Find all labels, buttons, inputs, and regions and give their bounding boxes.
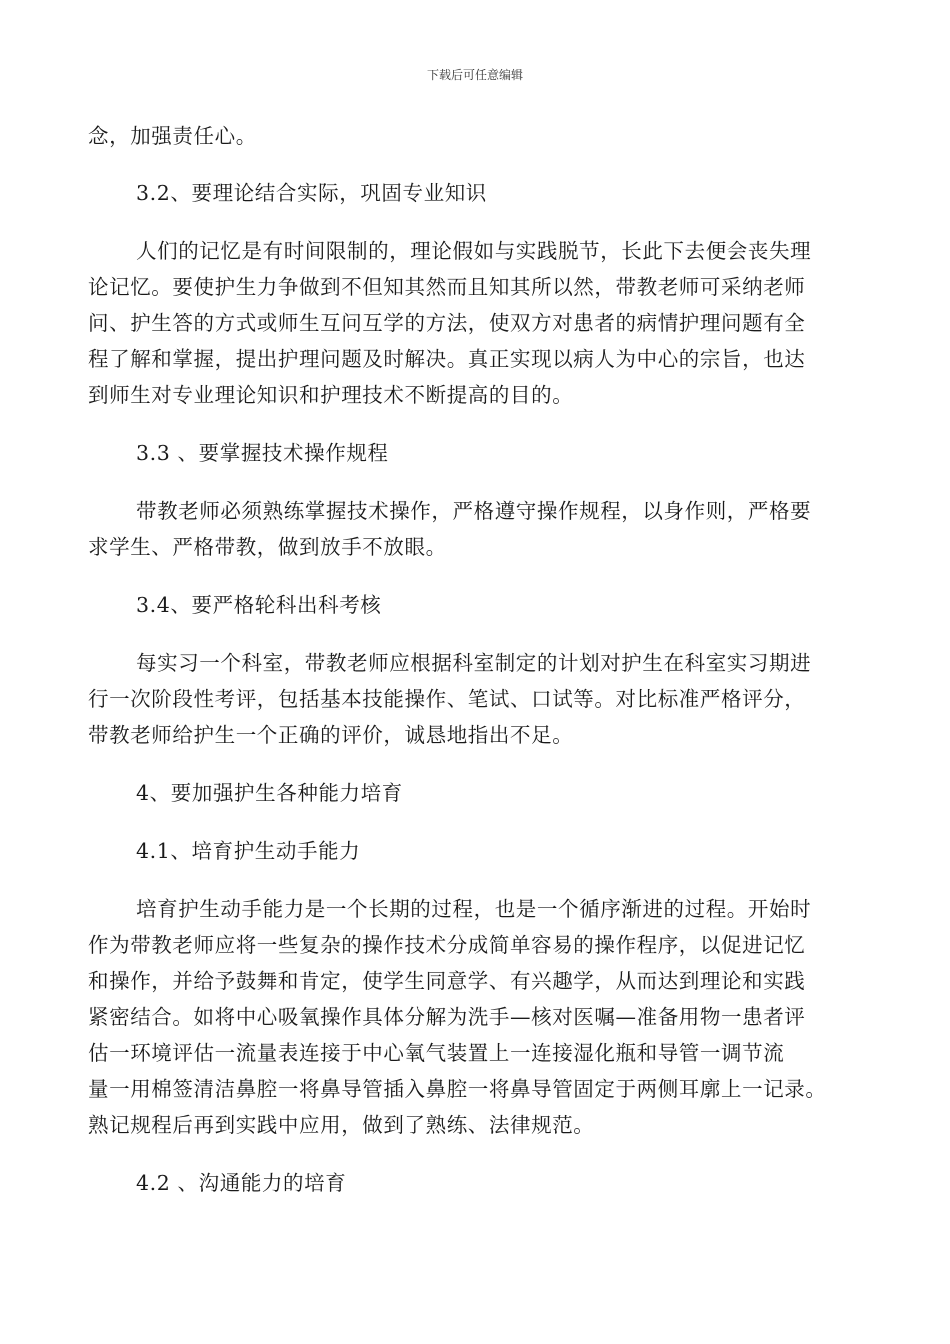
paragraph-line: 问、护生答的方式或师生互问互学的方法，使双方对患者的病情护理问题有全 [88, 311, 806, 335]
paragraph-line: 每实习一个科室，带教老师应根据科室制定的计划对护生在科室实习期进 [136, 651, 812, 675]
paragraph-line: 估一环境评估一流量表连接于中心氧气装置上一连接湿化瓶和导管一调节流 [88, 1041, 785, 1065]
paragraph-line: 带教老师必须熟练掌握技术操作，严格遵守操作规程，以身作则，严格要 [136, 499, 812, 523]
section-heading: 3.2、要理论结合实际，巩固专业知识 [136, 181, 487, 205]
document-body [88, 118, 858, 1201]
paragraph-line: 求学生、严格带教，做到放手不放眼。 [88, 535, 447, 559]
paragraph-line: 作为带教老师应将一些复杂的操作技术分成简单容易的操作程序，以促进记忆 [88, 933, 806, 957]
paragraph-line: 培育护生动手能力是一个长期的过程，也是一个循序渐进的过程。开始时 [136, 897, 812, 921]
paragraph-line: 人们的记忆是有时间限制的，理论假如与实践脱节，长此下去便会丧失理 [136, 239, 812, 263]
paragraph-line: 到师生对专业理论知识和护理技术不断提高的目的。 [88, 383, 574, 407]
paragraph-line: 紧密结合。如将中心吸氧操作具体分解为洗手—核对医嘱—准备用物一患者评 [88, 1005, 806, 1029]
paragraph-line: 论记忆。要使护生力争做到不但知其然而且知其所以然，带教老师可采纳老师 [88, 275, 806, 299]
paragraph-line: 行一次阶段性考评，包括基本技能操作、笔试、口试等。对比标准严格评分， [88, 687, 806, 711]
section-heading: 4.2 、沟通能力的培育 [136, 1171, 347, 1195]
page-header: 下载后可任意编辑 [426, 68, 523, 82]
paragraph-line: 程了解和掌握，提出护理问题及时解决。真正实现以病人为中心的宗旨，也达 [88, 347, 806, 371]
section-heading: 3.3 、要掌握技术操作规程 [136, 441, 389, 465]
paragraph-line: 和操作，并给予鼓舞和肯定，使学生同意学、有兴趣学，从而达到理论和实践 [88, 969, 806, 993]
paragraph-line: 熟记规程后再到实践中应用，做到了熟练、法律规范。 [88, 1113, 595, 1137]
section-heading: 4、要加强护生各种能力培育 [136, 781, 403, 805]
section-heading: 4.1、培育护生动手能力 [136, 839, 361, 863]
paragraph-line: 量一用棉签清洁鼻腔一将鼻导管插入鼻腔一将鼻导管固定于两侧耳廓上一记录。 [88, 1077, 827, 1101]
section-heading: 3.4、要严格轮科出科考核 [136, 593, 382, 617]
paragraph-line: 带教老师给护生一个正确的评价，诚恳地指出不足。 [88, 723, 574, 747]
text-line: 念，加强责任心。 [88, 124, 257, 148]
